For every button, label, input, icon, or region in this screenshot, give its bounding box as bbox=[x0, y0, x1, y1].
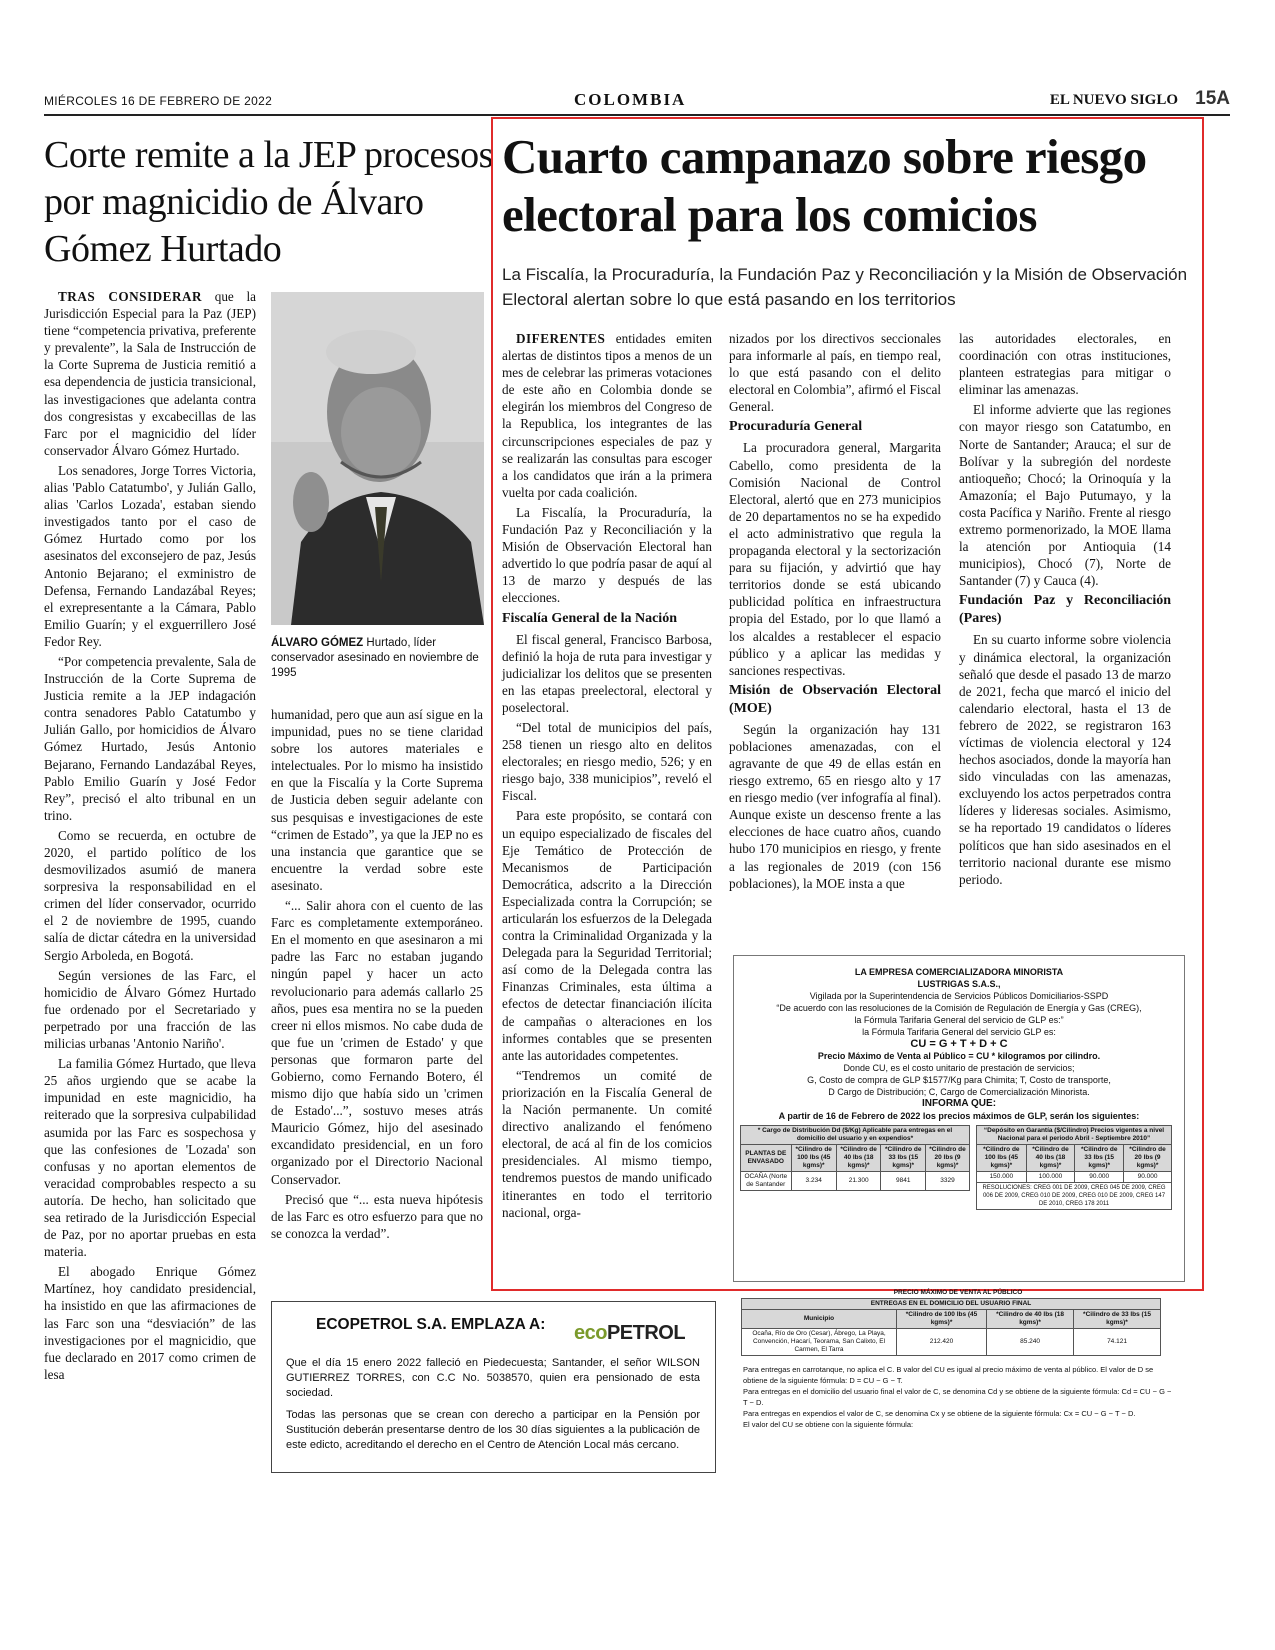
distribution-table: * Cargo de Distribución Dd ($/Kg) Aplicable para entregas en el domicilio del usuario y en expendios* PLANTAS DE ENVASADO *Cilindro de 100 lbs (45 kgms)* *Cilindro de 40 lbs (18 kgms)* *Cilindro de 33 lbs (15 kgms)* *Cilindro de 20 lbs (9 kgms)* OCAÑA (Norte de Santander 3.234 21.300 9841 3329 bbox=[740, 1125, 970, 1191]
main-article-col2 bbox=[729, 330, 941, 895]
ad-line: Precio Máximo de Venta al Público = CU * kilogramos por cilindro. bbox=[817, 1051, 1101, 1061]
left-article-headline: Corte remite a la JEP procesos por magnicidio de Álvaro Gómez Hurtado bbox=[44, 134, 493, 270]
main-article-headline: Cuarto campanazo sobre riesgo electoral para los comicios bbox=[502, 129, 1147, 242]
ad-line: LA EMPRESA COMERCIALIZADORA MINORISTA bbox=[854, 967, 1064, 977]
masthead-rule bbox=[44, 114, 1230, 116]
paragraph: Según la organización hay 131 poblaciones amenazadas, con el agravante de que 49 de ellas están en riesgo extremo, 65 en riesgo alto y 17 en riesgo medio (ver infografía al final). Aunque existe un descenso frente a las elecciones de hace cuatro años, cuando hubo 170 municipios en riesgo, y frente a las regionales de 2019 (con 156 poblaciones), la MOE insta a que bbox=[729, 721, 942, 891]
paragraph: Para este propósito, se contará con un equipo especializado de fiscales del Eje Temático de Protección de Mecanismos de Participación Democrática, adscrito a la Dirección Especializada contra la Corrupción; se articularán los esfuerzos de la Delegada contra la Criminalidad Organizada y la Delegada para la Seguridad Territorial; así como de la Delegada contra las Finanzas Criminales, esta última a efectos de detectar financiación ilícita de campañas o alteraciones en los informes contables que se presenten ante las autoridades competentes. bbox=[502, 808, 712, 1063]
table-row: 150.000 100.000 90.000 90.000 bbox=[977, 1172, 1172, 1183]
section-subtitle: Misión de Observación Electoral (MOE) bbox=[729, 682, 941, 716]
notice-paragraph: Todas las personas que se crean con derecho a participar en la Pensión por Sustitución deberán presentarse dentro de los 30 días siguientes a la publicación de este edicto, acreditando el derecho en el Centro de Atención Local más cercano. bbox=[286, 1409, 700, 1451]
ad-line: D Cargo de Distribución; C, Cargo de Comercialización Minorista. bbox=[828, 1087, 1090, 1097]
ad-banner: PRECIO MÁXIMO DE VENTA AL PÚBLICO bbox=[893, 1289, 1023, 1296]
paragraph: El informe advierte que las regiones con mayor riesgo son Catatumbo, en Norte de Santander; Arauca; el sur de Bolívar y la subregión del nordeste antioqueño; Chocó; la Orinoquía y la Amazonía; el Bajo Putumayo, y la costa Pacífica y Nariño. Frente al riesgo extremo pormenorizado, la MOE llama la atención por Antioquia (14 municipios), Chocó (7), Norte de Santander (7) y Cauca (4). bbox=[959, 402, 1171, 589]
ad-line: Donde CU, es el costo unitario de prestación de servicios; bbox=[843, 1063, 1075, 1073]
ad-line: LUSTRIGAS S.A.S., bbox=[917, 979, 1001, 989]
paragraph: “Por competencia prevalente, Sala de Instrucción de la Corte Suprema de Justicia remite a la JEP indagación contra senadores Pablo Catatumbo y Julián Gallo, por homicidios de Álvaro Gómez Hurtado, Jesús Antonio Bejarano, Fernando Landazábal Reyes, Pablo Emilio Guarín y José Fedor Rey”, precisó el alto tribunal en un trino. bbox=[44, 653, 256, 823]
paragraph: Como se recuerda, en octubre de 2020, el partido político de los desmovilizados asumió de manera sorpresiva la responsabilidad en el crimen del líder conservador, ocurrido el 2 de noviembre de 1995, cuando salía de dictar cátedra en la universidad Sergio Arboleda, en Bogotá. bbox=[44, 827, 256, 963]
section-subtitle: Fiscalía General de la Nación bbox=[502, 610, 677, 626]
paragraph: Según versiones de las Farc, el homicidio de Álvaro Gómez Hurtado fue ordenado por el Secretariado y perpetrado por una fracción de las milicias urbanas 'Antonio Nariño'. bbox=[44, 967, 256, 1052]
main-article-subhead: La Fiscalía, la Procuraduría, la Fundación Paz y Reconciliación y la Misión de Observación Electoral alertan sobre lo que está pasando en los territorios bbox=[502, 265, 1188, 309]
section-subtitle: Procuraduría General bbox=[729, 419, 863, 435]
ad-line: INFORMA QUE: bbox=[921, 1098, 997, 1109]
paragraph: “... Salir ahora con el cuento de las Farc es completamente extemporáneo. En el momento en que asesinaron a mi padre las Farc no estaban jugando ningún papel y hacer un acto revolucionario para además callarlo 25 años, pues esa mentira no se la pueden creer ni ellos mismos. No cabe duda de que fue un 'crimen de Estado' y que personas que formaron parte del Gobierno, como Fernando Botero, él mismo dijo que había sido un 'crimen de Estado'...”, sostuvo meses atrás Mauricio Gómez, hijo del asesinado excandidato presidencial, en un foro organizado por el Directorio Nacional Conservador. bbox=[271, 898, 483, 1187]
paragraph: “Tendremos un comité de priorización en la Fiscalía General de la Nación permanente. Un comité directivo analizando el fenómeno electoral, de acá al fin de los comicios presidenciales. Al mismo tiempo, tendremos puestos de mando unificado itinerantes en todo el territorio nacional, orga- bbox=[502, 1067, 712, 1220]
notice-paragraph: Que el día 15 enero 2022 falleció en Piedecuesta; Santander, el señor WILSON GUTIERREZ TORRES, con C.C No. 5038570, quien era pensionado de esta sociedad. bbox=[286, 1357, 700, 1399]
paragraph: TRAS CONSIDERAR que la Jurisdicción Especial para la Paz (JEP) tiene “competencia privativa, preferente y prevalente”, la Sala de Instrucción de la Corte Suprema de Justicia remitió a esa dependencia de justicia transicional, las investigaciones que adelanta contra dos congresistas y excabecillas de las Farc por el magnicidio del líder conservador Álvaro Gómez Hurtado. bbox=[44, 289, 257, 458]
lustrigas-price-ad bbox=[733, 1287, 1183, 1487]
paragraph: La Fiscalía, la Procuraduría, la Fundación Paz y Reconciliación y la Misión de Observación Electoral han advertido lo que podría pasar de aquí al 13 de marzo y después de las elecciones. bbox=[502, 504, 712, 606]
lustrigas-ad bbox=[733, 955, 1185, 1282]
ad-line: Vigilada por la Superintendencia de Servicios Públicos Domiciliarios-SSPD bbox=[809, 991, 1109, 1001]
paragraph: El fiscal general, Francisco Barbosa, definió la hoja de ruta para investigar y judicializar los delitos que se presenten en las etapas preelectoral, electoral y poselectoral. bbox=[502, 631, 712, 715]
main-article-col3 bbox=[959, 330, 1171, 891]
newspaper-name: EL NUEVO SIGLO bbox=[1049, 92, 1178, 108]
edition-date: MIÉRCOLES 16 DE FEBRERO DE 2022 bbox=[44, 94, 273, 108]
paragraph: “Del total de municipios del país, 258 tienen un riesgo alto en delitos electorales; en riesgo medio, 526; y en riesgo bajo, 338 municipios”, reveló el Fiscal. bbox=[502, 719, 712, 804]
paragraph: las autoridades electorales, en coordinación con otras instituciones, planteen estrategias para mitigar o eliminar las amenazas. bbox=[959, 331, 1171, 398]
ad-line: la Fórmula Tarifaria General del servicio GLP es: bbox=[862, 1027, 1056, 1037]
paragraph: La familia Gómez Hurtado, que lleva 25 años urgiendo que se acabe la impunidad en este magnicidio, ha reiterado que la sorpresiva culpabilidad asumida por las Farc es sospechosa y que las confesiones de 'Lozada' son confusas y no aportan elementos de veracidad comprobables respecto a su autoría. De hecho, han solicitado que sea retirado de la Jurisdicción Especial de Paz, por no aportar pruebas en esta materia. bbox=[44, 1056, 256, 1260]
masthead bbox=[44, 88, 1230, 112]
page-number: 15A bbox=[1195, 88, 1230, 109]
table-row: Ocaña, Río de Oro (Cesar), Ábrego, La Playa, Convención, Hacarí, Teorama, San Calixto, El Carmen, El Tarra 212.420 85.240 74.121 bbox=[742, 1329, 1161, 1356]
paragraph: La procuradora general, Margarita Cabello, como presidenta de la Comisión Nacional de Control Electoral, alertó que en 273 municipios de 20 departamentos no se ha expedido el acto administrativo que regula la propaganda electoral y la sectorización para su fijación, y advirtió que hay territorios donde se está ubicando publicidad política en infraestructura propia del Estado, por lo que llamó a los alcaldes a restablecer el espacio público y a aplicar las medidas y sanciones respectivas. bbox=[729, 440, 941, 678]
paragraph: Precisó que “... esta nueva hipótesis de las Farc es otro esfuerzo para que no se conozca la verdad”. bbox=[271, 1191, 483, 1241]
paragraph: Los senadores, Jorge Torres Victoria, alias 'Pablo Catatumbo', y Julián Gallo, alias 'Carlos Lozada', estaban siendo investigados tanto por el caso de Gómez Hurtado como por los asesinatos del exconsejero de paz, Jesús Antonio Bejarano; el exministro de Defensa, Fernando Landazábal Reyes; el exrepresentante a la Cámara, Pablo Emilio Guarín; y el exguerrillero José Fedor Rey. bbox=[44, 462, 256, 649]
paragraph: DIFERENTES entidades emiten alertas de distintos tipos a menos de un mes de celebrar las primeras votaciones de este año en Colombia donde se elegirán los miembros del Congreso de la Republica, los integrantes de las circunscripciones especiales de paz y se realizarán las consultas para escoger a los candidatos que irán a la primera vuelta por cada coalición. bbox=[502, 331, 712, 500]
paragraph: humanidad, pero que aun así sigue en la impunidad, pues no se tiene claridad sobre los autores materiales e intelectuales. Por lo mismo ha insistido en que la Fiscalía y la Corte Suprema de Justicia deben seguir adelante con sus pesquisas e investigaciones de este “crimen de Estado”, ya que la JEP no es una instancia que garantice que se encuentre la verdad sobre este asesinato. bbox=[271, 707, 483, 893]
ad-notes: Para entregas en carrotanque, no aplica el C. B valor del CU es igual al precio máximo de venta al público. El valor de D se obtiene de la siguiente fórmula: D = CU − G − T. Para entregas en el domicilio del usuario final el valor de C, se denomina Cd y se obtiene de la siguiente fórmula: Cd = CU − G − T − D. Para entregas en expendios el valor de C, se denomina Cx y se obtiene de la siguiente fórmula: Cx = CU − G − T − D. El valor del CU se obtiene con la siguiente fórmula: bbox=[743, 1365, 1172, 1429]
ad-line: A partir de 16 de Febrero de 2022 los precios máximos de GLP, serán los siguientes: bbox=[778, 1111, 1140, 1121]
tariff-formula: CU = G + T + D + C bbox=[910, 1038, 1008, 1050]
paragraph: El abogado Enrique Gómez Martínez, hoy candidato presidencial, ha insistido en que las afirmaciones de las Farc son una “desviación” de las investigaciones por el magnicidio, que fue declarado en 2017 como crimen de lesa bbox=[44, 1264, 256, 1382]
paragraph: En su cuarto informe sobre violencia y dinámica electoral, la organización señaló que desde el pasado 13 de marzo de 2021, fecha que marcó el inicio del calendario electoral, hasta el 13 de febrero de 2022, se registraron 163 víctimas de violencia electoral y 124 hechos asociados, donde la mayoría han sido vinculadas con las amenazas, excluyendo los actos perpetrados contra líderes y lideresas sociales. Asimismo, se ha reportado 19 candidatos o líderes políticos que han sido asesinados en el territorio nacional durante ese mismo periodo. bbox=[959, 632, 1171, 887]
ad-line: G, Costo de compra de GLP $1577/Kg para Chimita; T, Costo de transporte, bbox=[807, 1075, 1111, 1085]
table-row: OCAÑA (Norte de Santander 3.234 21.300 9841 3329 bbox=[741, 1172, 970, 1191]
ecopetrol-logo: ecoPETROL bbox=[574, 1322, 686, 1344]
section-subtitle: Fundación Paz y Reconciliación (Pares) bbox=[959, 593, 1171, 627]
portrait-photo bbox=[271, 292, 484, 625]
ecopetrol-notice bbox=[271, 1301, 716, 1473]
final-price-table: ENTREGAS EN EL DOMICILIO DEL USUARIO FINAL Municipio *Cilindro de 100 lbs (45 kgms)* *Cilindro de 40 lbs (18 kgms)* *Cilindro de 33 lbs (15 kgms)* Ocaña, Río de Oro (Cesar), Ábrego, La Playa, Convención, Hacarí, Teorama, San Calixto, El Carmen, El Tarra 212.420 85.240 74.121 bbox=[741, 1298, 1161, 1356]
main-article-col1 bbox=[502, 330, 712, 1224]
lead-in: DIFERENTES bbox=[516, 331, 606, 346]
photo-caption: ÁLVARO GÓMEZ Hurtado, líder conservador asesinado en noviembre de 1995 bbox=[271, 637, 479, 679]
deposit-table: “Depósito en Garantía ($/Cilindro) Precios vigentes a nivel Nacional para el periodo Abril - Septiembre 2010” *Cilindro de 100 lbs (45 kgms)* *Cilindro de 40 lbs (18 kgms)* *Cilindro de 33 lbs (15 kgms)* *Cilindro de 20 lbs (9 kgms)* 150.000 100.000 90.000 90.000 RESOLUCIONES: CREG 001 DE 2009, CREG 045 DE 2009, CREG 006 DE 2009, CREG 010 DE 2009, CREG 010 DE 2009, CREG 147 DE 2010, CREG 178 2011 bbox=[976, 1125, 1172, 1210]
notice-title: ECOPETROL S.A. EMPLAZA A: bbox=[316, 1316, 546, 1333]
left-article-col1 bbox=[44, 288, 256, 1386]
paragraph: nizados por los directivos seccionales para informarle al país, en tiempo real, lo que está pasando con el delito electoral en Colombia”, afirmó el Fiscal General. bbox=[729, 331, 941, 415]
left-article-col2 bbox=[271, 706, 483, 1245]
price-tables bbox=[734, 1122, 1184, 1210]
ad-line: “De acuerdo con las resoluciones de la Comisión de Regulación de Energía y Gas (CREG), la Fórmula Tarifaria General del servicio de GLP es:” bbox=[776, 1003, 1142, 1025]
section-name: COLOMBIA bbox=[574, 90, 687, 109]
lead-in: TRAS CONSIDERAR bbox=[58, 289, 203, 304]
